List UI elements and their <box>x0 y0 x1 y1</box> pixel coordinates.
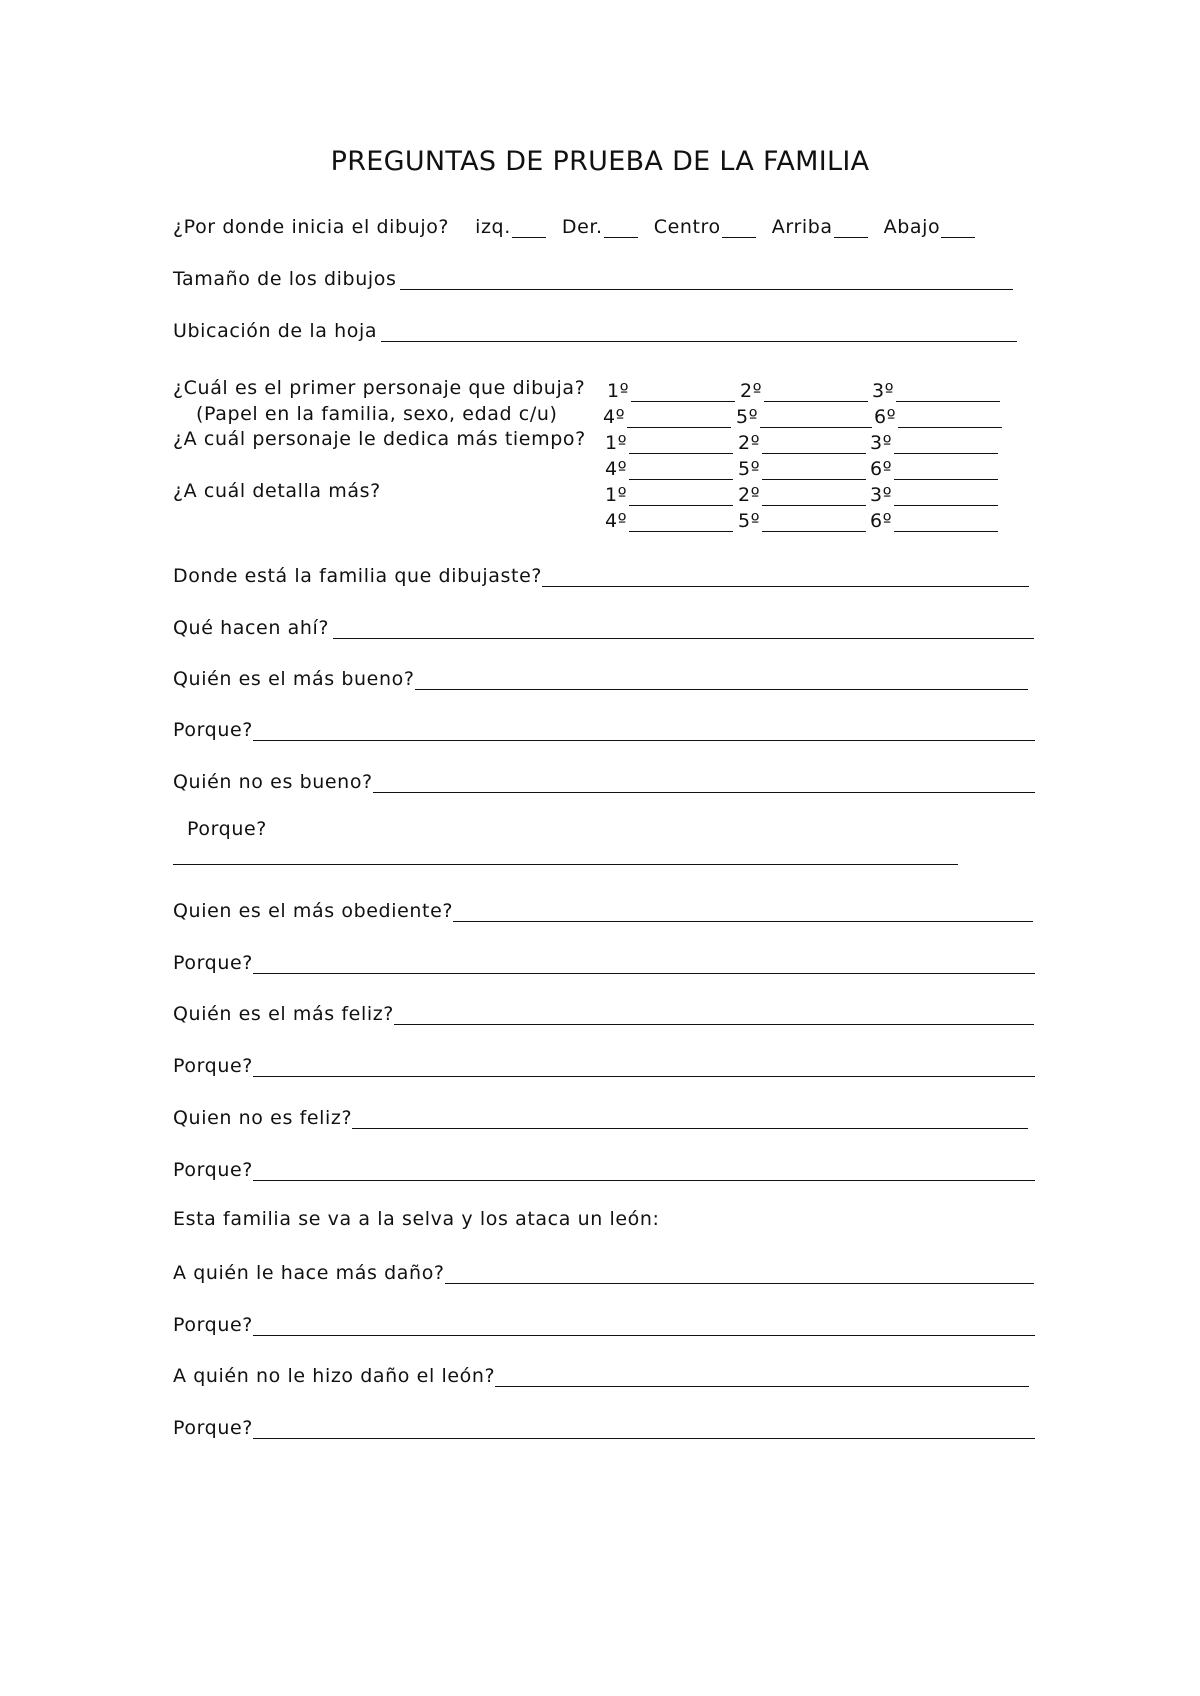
first-character-label: ¿Cuál es el primer personaje que dibuja? <box>173 377 586 399</box>
no-harm-why-row <box>173 1411 1035 1439</box>
not-happy-why-row <box>173 1153 1035 1181</box>
size-row <box>173 262 1013 290</box>
most-time-label: ¿A cuál personaje le dedica más tiempo? <box>173 428 586 450</box>
happiest-why-answer-line[interactable] <box>253 1054 1035 1077</box>
time-slot-6-blank[interactable] <box>894 459 998 480</box>
option-bottom-blank[interactable] <box>941 217 975 238</box>
option-top-blank[interactable] <box>834 217 868 238</box>
detail-slot-2-blank[interactable] <box>762 485 866 506</box>
time-slot-4[interactable]: 4º <box>605 454 733 480</box>
most-harm-why-row <box>173 1308 1035 1336</box>
time-slot-1[interactable]: 1º <box>605 428 733 454</box>
first-slot-6[interactable]: 6º <box>874 402 1002 428</box>
location-answer-line[interactable] <box>381 319 1017 342</box>
obedient-label: Quien es el más obediente? <box>173 900 454 922</box>
detail-slot-4[interactable]: 4º <box>605 506 733 532</box>
obedient-why-row <box>173 946 1035 974</box>
obedient-why-answer-line[interactable] <box>253 951 1035 974</box>
start-label: ¿Por donde inicia el dibujo? <box>173 216 450 238</box>
most-detail-label: ¿A cuál detalla más? <box>173 480 381 502</box>
not-happy-row <box>173 1101 1028 1129</box>
first-slot-3[interactable]: 3º <box>872 376 1000 402</box>
first-slot-2-blank[interactable] <box>764 381 868 402</box>
most-harm-answer-line[interactable] <box>445 1261 1034 1284</box>
first-slot-4-blank[interactable] <box>627 407 731 428</box>
best-row <box>173 662 1028 690</box>
detail-slot-2[interactable]: 2º <box>738 480 866 506</box>
not-happy-answer-line[interactable] <box>352 1106 1028 1129</box>
first-slot-1-blank[interactable] <box>631 381 735 402</box>
not-good-label: Quién no es bueno? <box>173 771 373 793</box>
detail-slot-1[interactable]: 1º <box>605 480 733 506</box>
obedient-why-label: Porque? <box>173 952 253 974</box>
not-good-why-answer-line[interactable] <box>173 864 958 865</box>
location-row <box>173 314 1017 342</box>
best-why-row <box>173 713 1035 741</box>
what-label: Qué hacen ahí? <box>173 617 330 639</box>
most-harm-label: A quién le hace más daño? <box>173 1262 445 1284</box>
detail-slot-4-blank[interactable] <box>629 511 733 532</box>
time-slot-5-blank[interactable] <box>762 459 866 480</box>
what-answer-line[interactable] <box>333 616 1034 639</box>
no-harm-why-answer-line[interactable] <box>253 1416 1035 1439</box>
no-harm-why-label: Porque? <box>173 1417 253 1439</box>
best-label: Quién es el más bueno? <box>173 668 415 690</box>
most-harm-row <box>173 1256 1034 1284</box>
first-slot-5[interactable]: 5º <box>736 402 872 428</box>
time-slot-3-blank[interactable] <box>894 433 998 454</box>
first-character-note: (Papel en la familia, sexo, edad c/u) <box>196 403 558 425</box>
time-slot-5[interactable]: 5º <box>738 454 866 480</box>
option-bottom[interactable]: Abajo <box>884 216 976 238</box>
first-slot-3-blank[interactable] <box>896 381 1000 402</box>
happiest-answer-line[interactable] <box>394 1002 1034 1025</box>
option-center[interactable]: Centro <box>654 216 756 238</box>
where-answer-line[interactable] <box>542 564 1029 587</box>
option-right[interactable]: Der. <box>562 216 638 238</box>
where-label: Donde está la familia que dibujaste? <box>173 565 543 587</box>
detail-slot-3[interactable]: 3º <box>870 480 998 506</box>
detail-slot-3-blank[interactable] <box>894 485 998 506</box>
option-left[interactable]: izq. <box>475 216 546 238</box>
option-center-blank[interactable] <box>722 217 756 238</box>
happiest-row <box>173 997 1034 1025</box>
first-slot-5-blank[interactable] <box>760 407 872 428</box>
time-slot-1-blank[interactable] <box>629 433 733 454</box>
start-row <box>173 210 973 238</box>
detail-slot-1-blank[interactable] <box>629 485 733 506</box>
time-slot-2-blank[interactable] <box>762 433 866 454</box>
obedient-row <box>173 894 1033 922</box>
first-slot-1[interactable]: 1º <box>607 376 735 402</box>
best-answer-line[interactable] <box>415 667 1028 690</box>
detail-slot-5[interactable]: 5º <box>738 506 866 532</box>
best-why-label: Porque? <box>173 719 253 741</box>
detail-slot-5-blank[interactable] <box>762 511 866 532</box>
no-harm-label: A quién no le hizo daño el león? <box>173 1365 496 1387</box>
first-slot-6-blank[interactable] <box>898 407 1002 428</box>
no-harm-answer-line[interactable] <box>495 1364 1029 1387</box>
jungle-statement: Esta familia se va a la selva y los ataca un león: <box>173 1208 660 1230</box>
time-slot-3[interactable]: 3º <box>870 428 998 454</box>
most-harm-why-answer-line[interactable] <box>253 1313 1035 1336</box>
where-row <box>173 559 1029 587</box>
first-slot-2[interactable]: 2º <box>740 376 868 402</box>
detail-slot-6-blank[interactable] <box>894 511 998 532</box>
not-happy-why-label: Porque? <box>173 1159 253 1181</box>
no-harm-row <box>173 1359 1029 1387</box>
location-label: Ubicación de la hoja <box>173 320 378 342</box>
option-left-blank[interactable] <box>512 217 546 238</box>
detail-slot-6[interactable]: 6º <box>870 506 998 532</box>
best-why-answer-line[interactable] <box>253 718 1035 741</box>
option-right-blank[interactable] <box>604 217 638 238</box>
time-slot-4-blank[interactable] <box>629 459 733 480</box>
what-row <box>173 611 1034 639</box>
first-slot-4[interactable]: 4º <box>603 402 731 428</box>
not-good-row <box>173 765 1035 793</box>
not-happy-label: Quien no es feliz? <box>173 1107 353 1129</box>
not-good-why-label: Porque? <box>187 818 267 840</box>
most-harm-why-label: Porque? <box>173 1314 253 1336</box>
time-slot-6[interactable]: 6º <box>870 454 998 480</box>
obedient-answer-line[interactable] <box>453 899 1033 922</box>
not-good-answer-line[interactable] <box>373 770 1035 793</box>
option-top[interactable]: Arriba <box>772 216 868 238</box>
not-happy-why-answer-line[interactable] <box>253 1158 1035 1181</box>
time-slot-2[interactable]: 2º <box>738 428 866 454</box>
size-label: Tamaño de los dibujos <box>173 268 397 290</box>
page-title: PREGUNTAS DE PRUEBA DE LA FAMILIA <box>330 146 870 177</box>
happiest-why-label: Porque? <box>173 1055 253 1077</box>
happiest-label: Quién es el más feliz? <box>173 1003 394 1025</box>
size-answer-line[interactable] <box>400 267 1013 290</box>
happiest-why-row <box>173 1049 1035 1077</box>
